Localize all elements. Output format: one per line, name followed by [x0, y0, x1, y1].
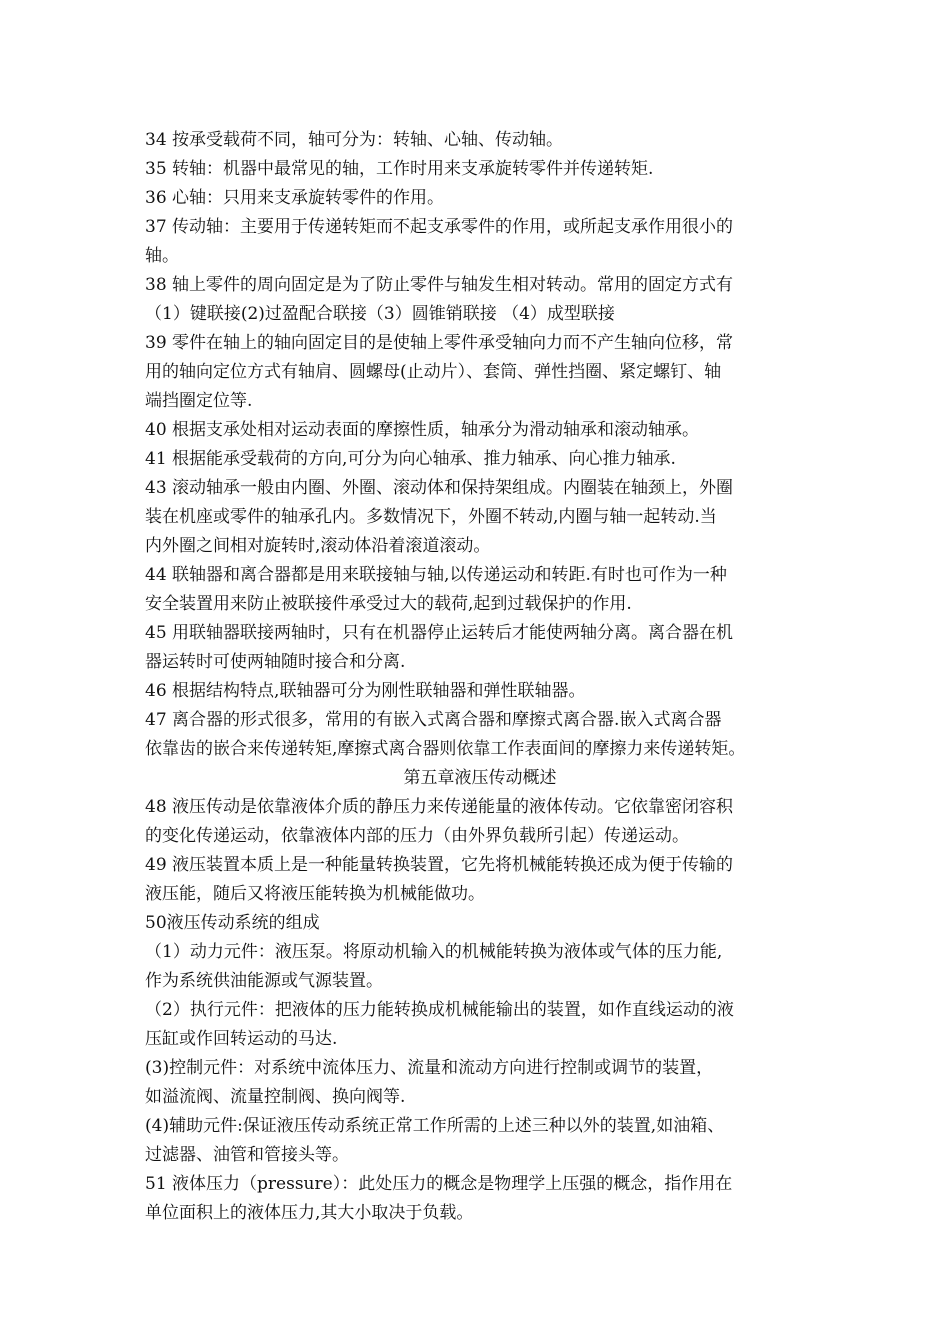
text-line: （1）动力元件：液压泵。将原动机输入的机械能转换为液体或气体的压力能,	[145, 942, 723, 962]
text-line: 作为系统供油能源或气源装置。	[145, 971, 383, 991]
text-line: 51 液体压力（pressure）：此处压力的概念是物理学上压强的概念，指作用在	[145, 1174, 733, 1194]
text-line: 的变化传递运动，依靠液体内部的压力（由外界负载所引起）传递运动。	[145, 826, 689, 846]
text-line: 37 传动轴：主要用于传递转矩而不起支承零件的作用，或所起支承作用很小的	[145, 217, 734, 237]
text-line: 依靠齿的嵌合来传递转矩,摩擦式离合器则依靠工作表面间的摩擦力来传递转矩。	[145, 739, 746, 759]
chapter-title: 第五章液压传动概述	[403, 768, 557, 788]
text-line: （2）执行元件：把液体的压力能转换成机械能输出的装置，如作直线运动的液	[145, 1000, 734, 1020]
text-line: (3)控制元件：对系统中流体压力、流量和流动方向进行控制或调节的装置，	[145, 1058, 714, 1078]
text-line: (4)辅助元件:保证液压传动系统正常工作所需的上述三种以外的装置,如油箱、	[145, 1116, 725, 1136]
text-line: 36 心轴：只用来支承旋转零件的作用。	[145, 188, 445, 208]
text-line: 装在机座或零件的轴承孔内。多数情况下，外圈不转动,内圈与轴一起转动.当	[145, 507, 717, 527]
text-line: 过滤器、油管和管接头等。	[145, 1145, 349, 1165]
section-heading: 50液压传动系统的组成	[145, 913, 320, 933]
text-line: 34 按承受载荷不同，轴可分为：转轴、心轴、传动轴。	[145, 130, 564, 150]
text-line: 器运转时可使两轴随时接合和分离.	[145, 652, 406, 672]
text-line: 安全装置用来防止被联接件承受过大的载荷,起到过载保护的作用.	[145, 594, 632, 614]
text-line: 用的轴向定位方式有轴肩、圆螺母(止动片）、套筒、弹性挡圈、紧定螺钉、轴	[145, 362, 722, 382]
text-line: 46 根据结构特点,联轴器可分为刚性联轴器和弹性联轴器。	[145, 681, 586, 701]
text-line: 单位面积上的液体压力,其大小取决于负载。	[145, 1203, 474, 1223]
text-line: 如溢流阀、流量控制阀、换向阀等.	[145, 1087, 406, 1107]
text-line: 41 根据能承受载荷的方向,可分为向心轴承、推力轴承、向心推力轴承.	[145, 449, 676, 469]
text-line: 压缸或作回转运动的马达.	[145, 1029, 338, 1049]
text-line: 47 离合器的形式很多，常用的有嵌入式离合器和摩擦式离合器.嵌入式离合器	[145, 710, 722, 730]
text-line: 39 零件在轴上的轴向固定目的是使轴上零件承受轴向力而不产生轴向位移，常	[145, 333, 734, 353]
text-line: 49 液压装置本质上是一种能量转换装置，它先将机械能转换还成为便于传输的	[145, 855, 734, 875]
text-line: （1）键联接(2)过盈配合联接（3）圆锥销联接 （4）成型联接	[145, 304, 615, 324]
document-page	[145, 126, 815, 1228]
text-line: 40 根据支承处相对运动表面的摩擦性质，轴承分为滑动轴承和滚动轴承。	[145, 420, 700, 440]
text-line: 端挡圈定位等.	[145, 391, 253, 411]
text-line: 液压能，随后又将液压能转换为机械能做功。	[145, 884, 485, 904]
text-line: 44 联轴器和离合器都是用来联接轴与轴,以传递运动和转距.有时也可作为一种	[145, 565, 727, 585]
text-line: 内外圈之间相对旋转时,滚动体沿着滚道滚动。	[145, 536, 491, 556]
text-line: 45 用联轴器联接两轴时，只有在机器停止运转后才能使两轴分离。离合器在机	[145, 623, 734, 643]
text-line: 轴。	[145, 246, 179, 266]
text-line: 35 转轴：机器中最常见的轴，工作时用来支承旋转零件并传递转矩.	[145, 159, 654, 179]
text-line: 38 轴上零件的周向固定是为了防止零件与轴发生相对转动。常用的固定方式有	[145, 275, 734, 295]
text-line: 43 滚动轴承一般由内圈、外圈、滚动体和保持架组成。内圈装在轴颈上，外圈	[145, 478, 734, 498]
text-line: 48 液压传动是依靠液体介质的静压力来传递能量的液体传动。它依靠密闭容积	[145, 797, 734, 817]
